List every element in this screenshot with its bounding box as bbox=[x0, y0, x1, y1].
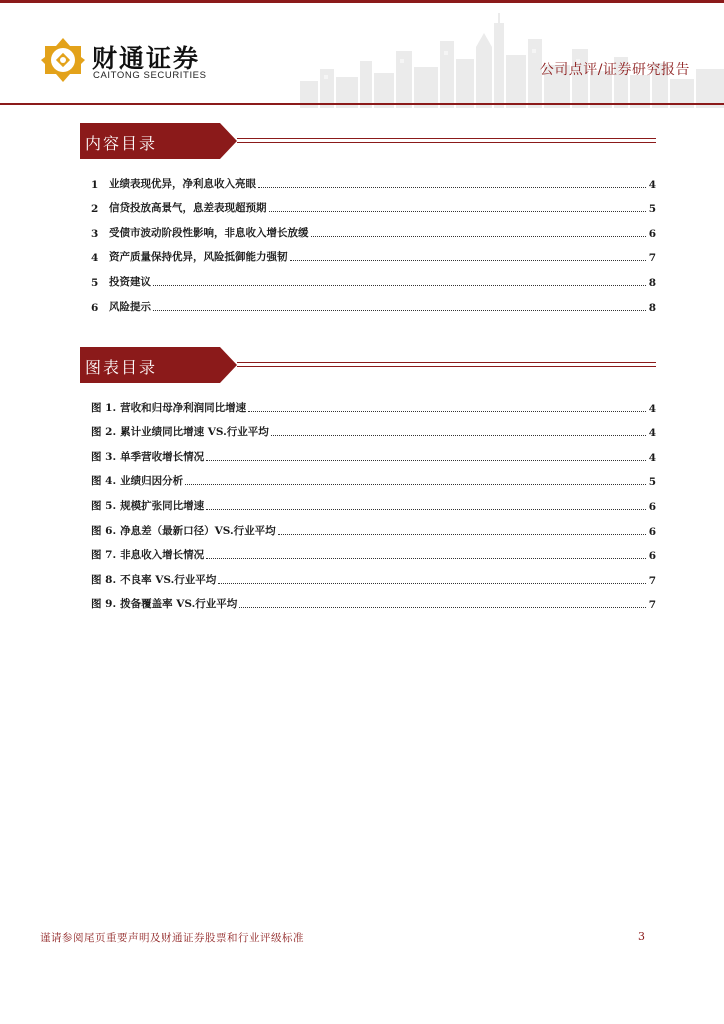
toc-leader-dots bbox=[271, 435, 646, 436]
page-number: 3 bbox=[638, 930, 645, 943]
toc-item-number: 2 bbox=[91, 203, 99, 216]
toc-item-text: 信贷投放高景气，息差表现超预期 bbox=[109, 202, 267, 215]
figure-toc-item[interactable] bbox=[80, 390, 656, 415]
toc-item[interactable] bbox=[80, 289, 656, 314]
contents-title: 内容目录 bbox=[85, 134, 158, 153]
toc-leader-dots bbox=[153, 285, 646, 286]
toc-item-text: 业绩表现优异，净利息收入亮眼 bbox=[109, 177, 256, 190]
figure-title: 非息收入增长情况 bbox=[120, 549, 205, 562]
figures-section bbox=[80, 347, 656, 612]
figure-title: 拨备覆盖率 VS.行业平均 bbox=[120, 598, 238, 611]
toc-leader-dots bbox=[206, 558, 646, 559]
figure-title: 业绩归因分析 bbox=[120, 475, 184, 488]
figures-title: 图表目录 bbox=[85, 358, 158, 377]
figure-title: 规模扩张同比增速 bbox=[120, 499, 205, 512]
figure-number: 图 1. bbox=[91, 401, 117, 414]
toc-leader-dots bbox=[206, 460, 646, 461]
toc-item-page: 7 bbox=[648, 252, 656, 265]
toc-item-page: 4 bbox=[648, 178, 656, 191]
figure-page: 7 bbox=[648, 599, 656, 612]
contents-list bbox=[80, 166, 656, 314]
figure-number: 图 7. bbox=[91, 549, 117, 562]
figure-page: 4 bbox=[648, 427, 656, 440]
figure-page: 6 bbox=[648, 550, 656, 563]
figure-number: 图 8. bbox=[91, 573, 117, 586]
toc-item[interactable] bbox=[80, 240, 656, 265]
toc-item-number: 3 bbox=[91, 227, 99, 240]
toc-leader-dots bbox=[206, 509, 646, 510]
toc-item-text: 资产质量保持优异，风险抵御能力强韧 bbox=[109, 251, 288, 264]
report-type: 公司点评/证券研究报告 bbox=[539, 62, 690, 78]
toc-leader-dots bbox=[239, 607, 646, 608]
figure-title: 累计业绩同比增速 VS.行业平均 bbox=[120, 426, 269, 439]
figure-title: 不良率 VS.行业平均 bbox=[120, 573, 217, 586]
figure-number: 图 5. bbox=[91, 499, 117, 512]
toc-item[interactable] bbox=[80, 264, 656, 289]
figure-number: 图 6. bbox=[91, 524, 117, 537]
page-header bbox=[0, 3, 724, 105]
figure-toc-item[interactable] bbox=[80, 439, 656, 464]
figure-toc-item[interactable] bbox=[80, 562, 656, 587]
figure-number: 图 4. bbox=[91, 475, 117, 488]
toc-item[interactable] bbox=[80, 166, 656, 191]
toc-leader-dots bbox=[185, 484, 646, 485]
figure-page: 5 bbox=[648, 476, 656, 489]
caitong-logo-icon bbox=[40, 37, 86, 83]
figure-number: 图 2. bbox=[91, 426, 117, 439]
figure-title: 单季营收增长情况 bbox=[120, 450, 205, 463]
figure-toc-item[interactable] bbox=[80, 513, 656, 538]
toc-leader-dots bbox=[248, 411, 646, 412]
figure-title: 营收和归母净利润同比增速 bbox=[120, 401, 247, 414]
toc-leader-dots bbox=[311, 236, 647, 237]
toc-leader-dots bbox=[278, 534, 646, 535]
brand-name-cn: 财通证券 bbox=[92, 44, 201, 73]
toc-leader-dots bbox=[269, 211, 647, 212]
toc-leader-dots bbox=[218, 583, 646, 584]
figure-number: 图 9. bbox=[91, 598, 117, 611]
contents-title-rule bbox=[237, 138, 656, 144]
toc-item[interactable] bbox=[80, 215, 656, 240]
toc-leader-dots bbox=[258, 187, 646, 188]
figures-title-rule bbox=[237, 362, 656, 368]
toc-item-page: 8 bbox=[648, 276, 656, 289]
toc-item-text: 风险提示 bbox=[109, 300, 151, 313]
figure-title: 净息差（最新口径）VS.行业平均 bbox=[120, 524, 276, 537]
contents-section bbox=[80, 123, 656, 314]
toc-item-number: 4 bbox=[91, 252, 99, 265]
figure-toc-item[interactable] bbox=[80, 488, 656, 513]
toc-item-number: 5 bbox=[91, 276, 99, 289]
toc-item-text: 受债市波动阶段性影响，非息收入增长放缓 bbox=[109, 226, 309, 239]
toc-item-text: 投资建议 bbox=[109, 275, 151, 288]
brand-name-en: CAITONG SECURITIES bbox=[93, 70, 207, 81]
figures-list bbox=[80, 390, 656, 611]
toc-item-number: 1 bbox=[91, 178, 99, 191]
figure-toc-item[interactable] bbox=[80, 538, 656, 563]
figure-page: 4 bbox=[648, 402, 656, 415]
figure-toc-item[interactable] bbox=[80, 415, 656, 440]
figure-page: 6 bbox=[648, 500, 656, 513]
figure-page: 7 bbox=[648, 574, 656, 587]
toc-item-page: 8 bbox=[648, 301, 656, 314]
figure-page: 4 bbox=[648, 451, 656, 464]
toc-leader-dots bbox=[290, 260, 647, 261]
figure-toc-item[interactable] bbox=[80, 587, 656, 612]
figure-page: 6 bbox=[648, 525, 656, 538]
toc-item[interactable] bbox=[80, 191, 656, 216]
toc-item-number: 6 bbox=[91, 301, 99, 314]
toc-item-page: 5 bbox=[648, 203, 656, 216]
footer-disclaimer: 谨请参阅尾页重要声明及财通证券股票和行业评级标准 bbox=[40, 932, 304, 944]
toc-item-page: 6 bbox=[648, 227, 656, 240]
figures-title-banner bbox=[80, 347, 237, 383]
toc-leader-dots bbox=[153, 310, 646, 311]
figure-toc-item[interactable] bbox=[80, 464, 656, 489]
contents-title-banner bbox=[80, 123, 237, 159]
figure-number: 图 3. bbox=[91, 450, 117, 463]
header-rule bbox=[0, 103, 724, 105]
